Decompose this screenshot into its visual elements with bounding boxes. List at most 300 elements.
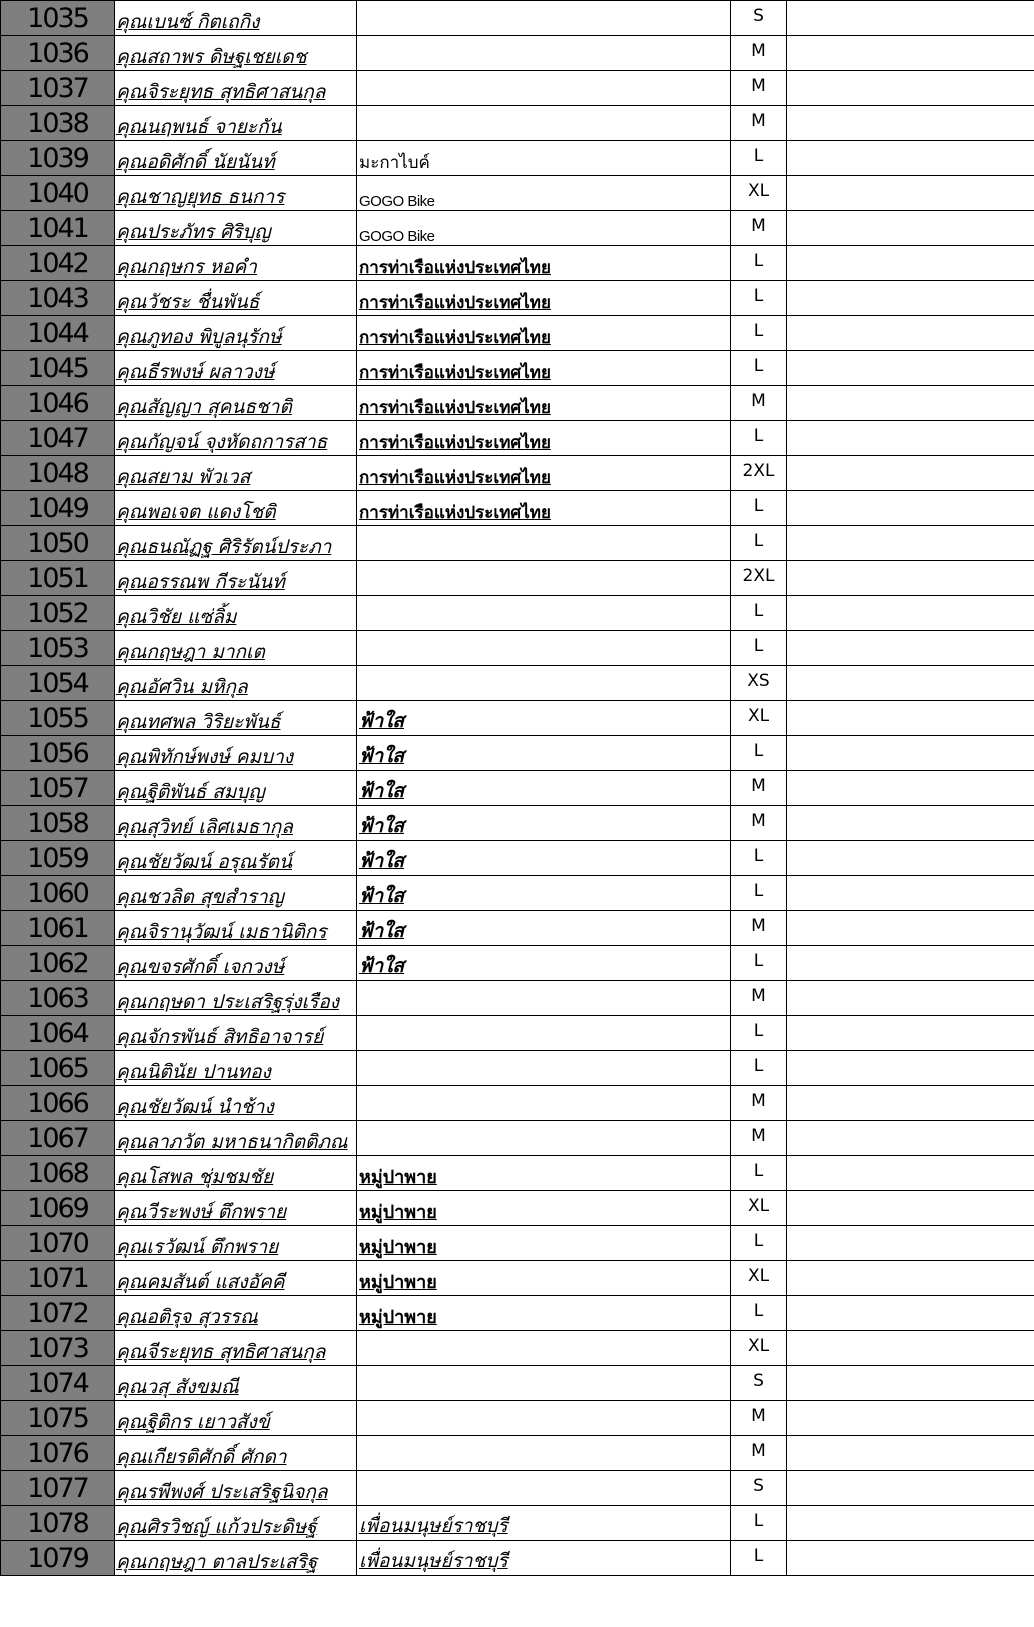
shirt-size-cell[interactable]: L xyxy=(731,246,787,281)
organization-cell[interactable] xyxy=(357,421,731,456)
empty-cell[interactable] xyxy=(787,386,1034,421)
name-text: คุณกฤษดา ประเสริฐรุ่งเรือง xyxy=(116,991,340,1013)
shirt-size-cell[interactable]: L xyxy=(731,1506,787,1541)
name-cell[interactable] xyxy=(115,771,357,806)
row-number-cell[interactable]: 1072 xyxy=(1,1296,115,1331)
shirt-size-cell[interactable]: L xyxy=(731,526,787,561)
organization-cell[interactable] xyxy=(357,1,731,36)
shirt-size-cell[interactable]: L xyxy=(731,281,787,316)
row-number-cell[interactable]: 1079 xyxy=(1,1541,115,1576)
empty-cell[interactable] xyxy=(787,1261,1034,1296)
row-number-cell[interactable]: 1062 xyxy=(1,946,115,981)
row-number-cell[interactable]: 1074 xyxy=(1,1366,115,1401)
table-row xyxy=(1,456,1034,491)
table-row xyxy=(1,1401,1034,1436)
shirt-size-cell[interactable]: L xyxy=(731,876,787,911)
table-row xyxy=(1,1226,1034,1261)
name-cell[interactable] xyxy=(115,981,357,1016)
organization-text: การท่าเรือแห่งประเทศไทย xyxy=(359,328,551,347)
organization-cell[interactable] xyxy=(357,1471,731,1506)
shirt-size-cell[interactable]: M xyxy=(731,806,787,841)
table-row xyxy=(1,176,1034,211)
table-row xyxy=(1,386,1034,421)
row-number-cell[interactable]: 1073 xyxy=(1,1331,115,1366)
name-cell[interactable] xyxy=(115,1016,357,1051)
organization-cell[interactable] xyxy=(357,351,731,386)
row-number-cell[interactable]: 1063 xyxy=(1,981,115,1016)
name-cell[interactable] xyxy=(115,1261,357,1296)
organization-cell[interactable] xyxy=(357,841,731,876)
row-number-cell[interactable]: 1051 xyxy=(1,561,115,596)
shirt-size-cell[interactable]: L xyxy=(731,1051,787,1086)
table-row xyxy=(1,1156,1034,1191)
table-row xyxy=(1,211,1034,246)
shirt-size-cell[interactable]: L xyxy=(731,351,787,386)
table-row xyxy=(1,351,1034,386)
organization-cell[interactable] xyxy=(357,1331,731,1366)
empty-cell[interactable] xyxy=(787,1121,1034,1156)
table-row xyxy=(1,1296,1034,1331)
organization-cell[interactable] xyxy=(357,491,731,526)
shirt-size-cell[interactable]: L xyxy=(731,491,787,526)
organization-cell[interactable] xyxy=(357,1506,731,1541)
table-row xyxy=(1,736,1034,771)
empty-cell[interactable] xyxy=(787,1086,1034,1121)
organization-cell[interactable] xyxy=(357,1261,731,1296)
name-cell[interactable] xyxy=(115,351,357,386)
shirt-size-cell[interactable]: XL xyxy=(731,176,787,211)
empty-cell[interactable] xyxy=(787,316,1034,351)
table-row xyxy=(1,1366,1034,1401)
name-cell[interactable] xyxy=(115,1401,357,1436)
organization-cell[interactable] xyxy=(357,1191,731,1226)
row-number-cell[interactable]: 1059 xyxy=(1,841,115,876)
name-cell[interactable] xyxy=(115,71,357,106)
empty-cell[interactable] xyxy=(787,1541,1034,1576)
name-text: คุณวีระพงษ์ ตึกพราย xyxy=(116,1201,287,1223)
row-number-cell[interactable]: 1037 xyxy=(1,71,115,106)
shirt-size-cell[interactable]: XL xyxy=(731,1261,787,1296)
name-text: คุณกฤษฎา มากเต xyxy=(116,641,265,663)
table-row xyxy=(1,1051,1034,1086)
name-cell[interactable] xyxy=(115,316,357,351)
organization-cell[interactable] xyxy=(357,981,731,1016)
row-number-cell[interactable]: 1055 xyxy=(1,701,115,736)
empty-cell[interactable] xyxy=(787,351,1034,386)
row-number-cell[interactable]: 1041 xyxy=(1,211,115,246)
empty-cell[interactable] xyxy=(787,36,1034,71)
shirt-size-cell[interactable]: M xyxy=(731,386,787,421)
organization-cell[interactable] xyxy=(357,176,731,211)
name-text: คุณสถาพร ดิษฐเชยเดช xyxy=(116,46,307,68)
name-cell[interactable] xyxy=(115,1541,357,1576)
name-cell[interactable] xyxy=(115,1506,357,1541)
empty-cell[interactable] xyxy=(787,211,1034,246)
table-row xyxy=(1,701,1034,736)
name-text: คุณเบนซ์ กิตเถกิง xyxy=(116,11,260,33)
shirt-size-cell[interactable]: L xyxy=(731,316,787,351)
name-cell[interactable] xyxy=(115,631,357,666)
name-cell[interactable] xyxy=(115,1086,357,1121)
name-cell[interactable] xyxy=(115,911,357,946)
name-text: คุณอัศวิน มหิกุล xyxy=(116,676,248,698)
name-cell[interactable] xyxy=(115,806,357,841)
name-cell[interactable] xyxy=(115,1226,357,1261)
name-cell[interactable] xyxy=(115,841,357,876)
name-text: คุณกฤษกร หอคำ xyxy=(116,256,257,278)
table-row xyxy=(1,631,1034,666)
empty-cell[interactable] xyxy=(787,981,1034,1016)
name-cell[interactable] xyxy=(115,421,357,456)
shirt-size-cell[interactable]: L xyxy=(731,596,787,631)
name-cell[interactable] xyxy=(115,1366,357,1401)
empty-cell[interactable] xyxy=(787,876,1034,911)
name-text: คุณกัญจน์ จุงหัดถการสาธ xyxy=(116,431,328,453)
row-number-cell[interactable]: 1071 xyxy=(1,1261,115,1296)
name-cell[interactable] xyxy=(115,386,357,421)
empty-cell[interactable] xyxy=(787,1156,1034,1191)
organization-text: ฟ้าใส xyxy=(359,780,404,802)
empty-cell[interactable] xyxy=(787,1191,1034,1226)
empty-cell[interactable] xyxy=(787,71,1034,106)
shirt-size-cell[interactable]: S xyxy=(731,1,787,36)
empty-cell[interactable] xyxy=(787,1366,1034,1401)
name-text: คุณภูทอง พิบูลนุรักษ์ xyxy=(116,326,282,348)
organization-text: ฟ้าใส xyxy=(359,885,404,907)
name-cell[interactable] xyxy=(115,1051,357,1086)
shirt-size-cell[interactable]: XL xyxy=(731,1191,787,1226)
row-number-cell[interactable]: 1044 xyxy=(1,316,115,351)
name-cell[interactable] xyxy=(115,1191,357,1226)
name-cell[interactable] xyxy=(115,666,357,701)
name-text: คุณเรวัฒน์ ตึกพราย xyxy=(116,1236,279,1258)
shirt-size-cell[interactable]: L xyxy=(731,841,787,876)
organization-cell[interactable] xyxy=(357,1156,731,1191)
name-text: คุณจิรานุวัฒน์ เมธานิติกร xyxy=(116,921,327,943)
shirt-size-cell[interactable]: L xyxy=(731,1296,787,1331)
organization-text: หมู่ปาพาย xyxy=(359,1307,437,1328)
name-text: คุณศิรวิชญ์ แก้วประดิษฐ์ xyxy=(116,1516,317,1538)
organization-cell[interactable] xyxy=(357,631,731,666)
shirt-size-cell[interactable]: L xyxy=(731,631,787,666)
empty-cell[interactable] xyxy=(787,491,1034,526)
organization-text: การท่าเรือแห่งประเทศไทย xyxy=(359,503,551,522)
row-number-cell[interactable]: 1056 xyxy=(1,736,115,771)
shirt-size-cell[interactable]: XS xyxy=(731,666,787,701)
table-row xyxy=(1,596,1034,631)
name-cell[interactable] xyxy=(115,1296,357,1331)
name-text: คุณพิทักษ์พงษ์ คมบาง xyxy=(116,746,294,768)
empty-cell[interactable] xyxy=(787,526,1034,561)
empty-cell[interactable] xyxy=(787,1471,1034,1506)
name-text: คุณอติรุจ สุวรรณ xyxy=(116,1306,258,1328)
organization-cell[interactable] xyxy=(357,771,731,806)
shirt-size-cell[interactable]: M xyxy=(731,106,787,141)
empty-cell[interactable] xyxy=(787,1016,1034,1051)
row-number-cell[interactable]: 1060 xyxy=(1,876,115,911)
organization-cell[interactable] xyxy=(357,1226,731,1261)
row-number-cell[interactable]: 1049 xyxy=(1,491,115,526)
empty-cell[interactable] xyxy=(787,561,1034,596)
shirt-size-cell[interactable]: 2XL xyxy=(731,561,787,596)
name-cell[interactable] xyxy=(115,596,357,631)
organization-cell[interactable] xyxy=(357,246,731,281)
empty-cell[interactable] xyxy=(787,946,1034,981)
table-row xyxy=(1,561,1034,596)
shirt-size-cell[interactable]: M xyxy=(731,36,787,71)
organization-cell[interactable] xyxy=(357,526,731,561)
organization-cell[interactable] xyxy=(357,386,731,421)
table-row xyxy=(1,1191,1034,1226)
organization-text: หมู่ปาพาย xyxy=(359,1237,437,1258)
empty-cell[interactable] xyxy=(787,911,1034,946)
name-cell[interactable] xyxy=(115,281,357,316)
name-text: คุณคมสันต์ แสงอัคคี xyxy=(116,1271,285,1293)
shirt-size-cell[interactable]: L xyxy=(731,736,787,771)
empty-cell[interactable] xyxy=(787,246,1034,281)
empty-cell[interactable] xyxy=(787,1296,1034,1331)
organization-cell[interactable] xyxy=(357,946,731,981)
name-text: คุณอรรณพ กีระนันท์ xyxy=(116,571,285,593)
organization-cell[interactable] xyxy=(357,1051,731,1086)
name-text: คุณรพีพงศ์ ประเสริฐนิจกุล xyxy=(116,1481,328,1503)
organization-text: มะกาไบค์ xyxy=(359,153,430,173)
row-number-cell[interactable]: 1078 xyxy=(1,1506,115,1541)
empty-cell[interactable] xyxy=(787,106,1034,141)
empty-cell[interactable] xyxy=(787,1506,1034,1541)
empty-cell[interactable] xyxy=(787,1436,1034,1471)
empty-cell[interactable] xyxy=(787,841,1034,876)
organization-cell[interactable] xyxy=(357,211,731,246)
table-row xyxy=(1,841,1034,876)
shirt-size-cell[interactable]: S xyxy=(731,1366,787,1401)
name-cell[interactable] xyxy=(115,1331,357,1366)
name-text: คุณวิชัย แซ่ลิ้ม xyxy=(116,606,237,628)
empty-cell[interactable] xyxy=(787,701,1034,736)
row-number-cell[interactable]: 1052 xyxy=(1,596,115,631)
name-cell[interactable] xyxy=(115,106,357,141)
row-number-cell[interactable]: 1064 xyxy=(1,1016,115,1051)
organization-text: ฟ้าใส xyxy=(359,745,404,767)
organization-cell[interactable] xyxy=(357,666,731,701)
empty-cell[interactable] xyxy=(787,666,1034,701)
shirt-size-cell[interactable]: L xyxy=(731,1156,787,1191)
name-cell[interactable] xyxy=(115,701,357,736)
organization-cell[interactable] xyxy=(357,561,731,596)
organization-cell[interactable] xyxy=(357,596,731,631)
organization-text: การท่าเรือแห่งประเทศไทย xyxy=(359,293,551,312)
name-cell[interactable] xyxy=(115,246,357,281)
row-number-cell[interactable]: 1067 xyxy=(1,1121,115,1156)
row-number-cell[interactable]: 1068 xyxy=(1,1156,115,1191)
name-text: คุณวสุ สังขมณี xyxy=(116,1376,239,1398)
name-cell[interactable] xyxy=(115,1436,357,1471)
empty-cell[interactable] xyxy=(787,631,1034,666)
organization-cell[interactable] xyxy=(357,701,731,736)
row-number-cell[interactable]: 1042 xyxy=(1,246,115,281)
empty-cell[interactable] xyxy=(787,1,1034,36)
name-cell[interactable] xyxy=(115,176,357,211)
shirt-size-cell[interactable]: 2XL xyxy=(731,456,787,491)
organization-text: การท่าเรือแห่งประเทศไทย xyxy=(359,468,551,487)
name-text: คุณจิระยุทธ สุทธิศาสนกุล xyxy=(116,81,326,103)
name-cell[interactable] xyxy=(115,946,357,981)
shirt-size-cell[interactable]: M xyxy=(731,1121,787,1156)
organization-text: การท่าเรือแห่งประเทศไทย xyxy=(359,258,551,277)
organization-cell[interactable] xyxy=(357,736,731,771)
organization-text: GOGO Bike xyxy=(359,193,435,210)
name-text: คุณชวลิต สุขสำราญ xyxy=(116,886,284,908)
organization-cell[interactable] xyxy=(357,911,731,946)
row-number-cell[interactable]: 1066 xyxy=(1,1086,115,1121)
shirt-size-cell[interactable]: M xyxy=(731,1436,787,1471)
organization-cell[interactable] xyxy=(357,36,731,71)
table-row xyxy=(1,36,1034,71)
row-number-cell[interactable]: 1076 xyxy=(1,1436,115,1471)
row-number-cell[interactable]: 1045 xyxy=(1,351,115,386)
organization-cell[interactable] xyxy=(357,1541,731,1576)
shirt-size-cell[interactable]: XL xyxy=(731,701,787,736)
row-number-cell[interactable]: 1036 xyxy=(1,36,115,71)
shirt-size-cell[interactable]: M xyxy=(731,71,787,106)
name-cell[interactable] xyxy=(115,141,357,176)
row-number-cell[interactable]: 1065 xyxy=(1,1051,115,1086)
row-number-cell[interactable]: 1039 xyxy=(1,141,115,176)
table-row xyxy=(1,1016,1034,1051)
empty-cell[interactable] xyxy=(787,141,1034,176)
table-row xyxy=(1,1436,1034,1471)
organization-cell[interactable] xyxy=(357,1016,731,1051)
row-number-cell[interactable]: 1054 xyxy=(1,666,115,701)
empty-cell[interactable] xyxy=(787,806,1034,841)
shirt-size-cell[interactable]: S xyxy=(731,1471,787,1506)
organization-cell[interactable] xyxy=(357,71,731,106)
table-row xyxy=(1,981,1034,1016)
name-cell[interactable] xyxy=(115,456,357,491)
shirt-size-cell[interactable]: M xyxy=(731,211,787,246)
name-text: คุณชัยวัฒน์ นำช้าง xyxy=(116,1096,274,1118)
table-row xyxy=(1,1086,1034,1121)
empty-cell[interactable] xyxy=(787,736,1034,771)
name-cell[interactable] xyxy=(115,491,357,526)
organization-text: ฟ้าใส xyxy=(359,815,404,837)
empty-cell[interactable] xyxy=(787,596,1034,631)
empty-cell[interactable] xyxy=(787,1331,1034,1366)
empty-cell[interactable] xyxy=(787,771,1034,806)
shirt-size-cell[interactable]: L xyxy=(731,946,787,981)
organization-text: ฟ้าใส xyxy=(359,710,404,732)
row-number-cell[interactable]: 1075 xyxy=(1,1401,115,1436)
organization-cell[interactable] xyxy=(357,1401,731,1436)
organization-cell[interactable] xyxy=(357,806,731,841)
table-row xyxy=(1,771,1034,806)
organization-cell[interactable] xyxy=(357,141,731,176)
organization-cell[interactable] xyxy=(357,1086,731,1121)
name-text: คุณฐิติพันธ์ สมบุญ xyxy=(116,781,265,803)
name-cell[interactable] xyxy=(115,736,357,771)
name-cell[interactable] xyxy=(115,1121,357,1156)
name-cell[interactable] xyxy=(115,1156,357,1191)
organization-cell[interactable] xyxy=(357,316,731,351)
row-number-cell[interactable]: 1069 xyxy=(1,1191,115,1226)
organization-text: เพื่อนมนุษย์ราชบุรี xyxy=(359,1515,508,1537)
name-cell[interactable] xyxy=(115,36,357,71)
name-text: คุณพอเจต แดงโชติ xyxy=(116,501,276,523)
name-text: คุณเกียรติศักดิ์ ศักดา xyxy=(116,1446,287,1468)
row-number-cell[interactable]: 1046 xyxy=(1,386,115,421)
shirt-size-cell[interactable]: M xyxy=(731,911,787,946)
name-cell[interactable] xyxy=(115,1,357,36)
empty-cell[interactable] xyxy=(787,281,1034,316)
shirt-size-cell[interactable]: L xyxy=(731,421,787,456)
shirt-size-cell[interactable]: M xyxy=(731,981,787,1016)
table-row xyxy=(1,876,1034,911)
empty-cell[interactable] xyxy=(787,176,1034,211)
row-number-cell[interactable]: 1053 xyxy=(1,631,115,666)
name-text: คุณลาภวัต มหาธนากิตติภณ xyxy=(116,1131,348,1153)
organization-cell[interactable] xyxy=(357,1436,731,1471)
row-number-cell[interactable]: 1043 xyxy=(1,281,115,316)
empty-cell[interactable] xyxy=(787,421,1034,456)
row-number-cell[interactable]: 1048 xyxy=(1,456,115,491)
shirt-size-cell[interactable]: M xyxy=(731,771,787,806)
name-cell[interactable] xyxy=(115,561,357,596)
organization-cell[interactable] xyxy=(357,876,731,911)
empty-cell[interactable] xyxy=(787,456,1034,491)
shirt-size-cell[interactable]: M xyxy=(731,1401,787,1436)
shirt-size-cell[interactable]: L xyxy=(731,1541,787,1576)
row-number-cell[interactable]: 1040 xyxy=(1,176,115,211)
row-number-cell[interactable]: 1038 xyxy=(1,106,115,141)
organization-cell[interactable] xyxy=(357,281,731,316)
name-cell[interactable] xyxy=(115,876,357,911)
empty-cell[interactable] xyxy=(787,1401,1034,1436)
empty-cell[interactable] xyxy=(787,1226,1034,1261)
shirt-size-cell[interactable]: XL xyxy=(731,1331,787,1366)
row-number-cell[interactable]: 1035 xyxy=(1,1,115,36)
organization-text: หมู่ปาพาย xyxy=(359,1167,437,1188)
row-number-cell[interactable]: 1058 xyxy=(1,806,115,841)
organization-cell[interactable] xyxy=(357,1121,731,1156)
organization-cell[interactable] xyxy=(357,1296,731,1331)
shirt-size-cell[interactable]: L xyxy=(731,1226,787,1261)
table-row xyxy=(1,1,1034,36)
row-number-cell[interactable]: 1047 xyxy=(1,421,115,456)
shirt-size-cell[interactable]: L xyxy=(731,1016,787,1051)
name-text: คุณฐิติกร เยาวสังข์ xyxy=(116,1411,270,1433)
organization-cell[interactable] xyxy=(357,456,731,491)
row-number-cell[interactable]: 1077 xyxy=(1,1471,115,1506)
table-row xyxy=(1,806,1034,841)
name-text: คุณขจรศักดิ์ เจกวงษ์ xyxy=(116,956,285,978)
table-row xyxy=(1,1331,1034,1366)
name-cell[interactable] xyxy=(115,211,357,246)
table-row xyxy=(1,106,1034,141)
shirt-size-cell[interactable]: M xyxy=(731,1086,787,1121)
row-number-cell[interactable]: 1057 xyxy=(1,771,115,806)
row-number-cell[interactable]: 1070 xyxy=(1,1226,115,1261)
row-number-cell[interactable]: 1050 xyxy=(1,526,115,561)
name-text: คุณประภัทร ศิริบุญ xyxy=(116,221,271,243)
empty-cell[interactable] xyxy=(787,1051,1034,1086)
name-cell[interactable] xyxy=(115,1471,357,1506)
shirt-size-cell[interactable]: L xyxy=(731,141,787,176)
organization-cell[interactable] xyxy=(357,1366,731,1401)
name-cell[interactable] xyxy=(115,526,357,561)
table-row xyxy=(1,281,1034,316)
row-number-cell[interactable]: 1061 xyxy=(1,911,115,946)
organization-cell[interactable] xyxy=(357,106,731,141)
